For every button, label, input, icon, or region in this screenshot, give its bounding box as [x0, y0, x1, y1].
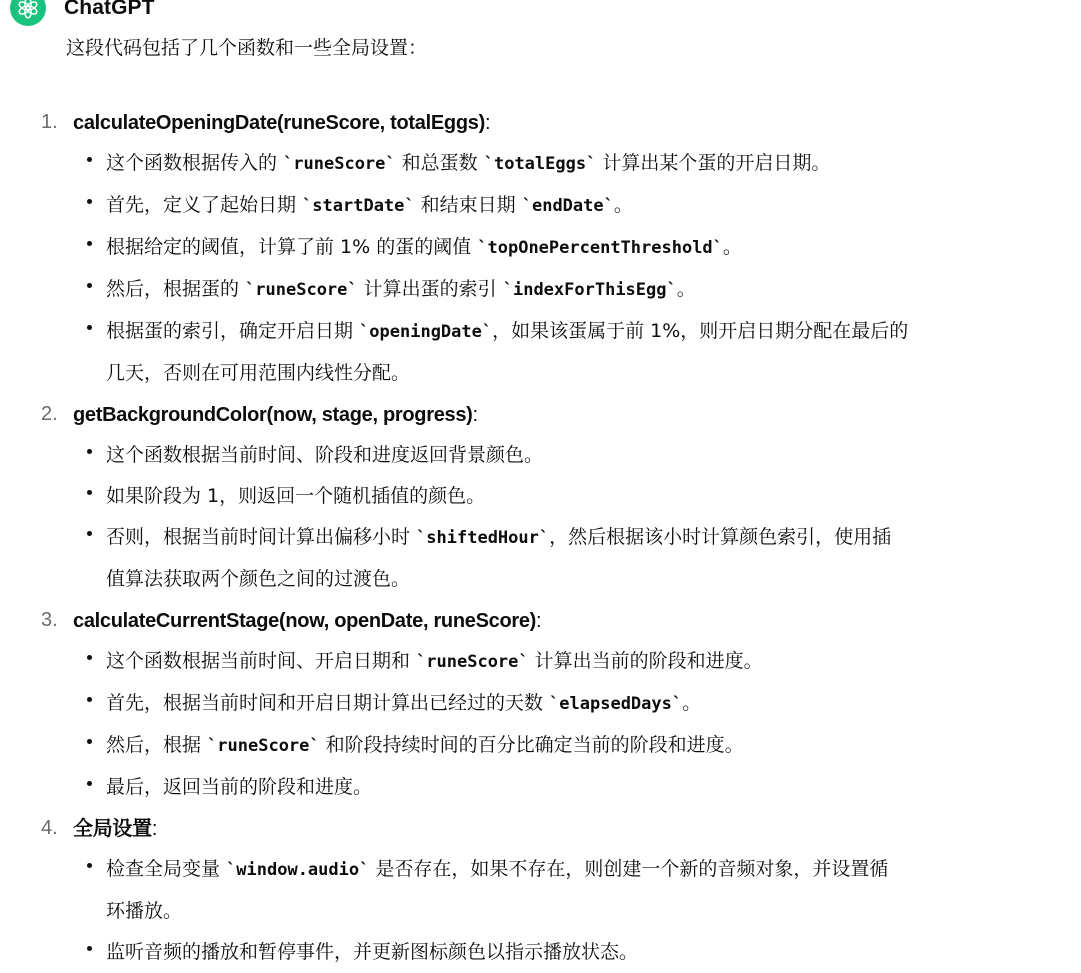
bullet-list: [73, 435, 1081, 600]
bullet-list: [73, 849, 1081, 973]
section-title: calculateOpeningDate(runeScore, totalEggs): [73, 112, 485, 134]
bullet-item: [73, 185, 1081, 227]
inline-code: `openingDate`: [359, 322, 493, 342]
section-item: [0, 808, 1081, 973]
section-title: calculateCurrentStage(now, openDate, runeScore): [73, 610, 537, 632]
inline-code: `runeScore`: [245, 280, 358, 300]
bullet-text: 监听音频的播放和暂停事件，并更新图标颜色以指示播放状态。: [106, 941, 639, 963]
bullet-text: 。: [722, 236, 742, 258]
section-number: 2.: [41, 403, 58, 425]
message-header: [10, 0, 155, 28]
bullet-text: 和阶段持续时间的百分比确定当前的阶段和进度。: [319, 734, 744, 756]
chatgpt-logo-icon: [10, 0, 46, 26]
bullet-text: ，如果该蛋属于前 1%，则开启日期分配在最后的: [492, 320, 909, 342]
section-title: getBackgroundColor(now, stage, progress): [73, 404, 473, 426]
section-item: [0, 394, 1081, 600]
bullet-text: 根据蛋的索引，确定开启日期: [106, 320, 360, 342]
bullet-item: [73, 143, 1081, 185]
bullet-text: 。: [676, 278, 696, 300]
bullet-continuation: [73, 353, 1081, 394]
bullet-text: 几天，否则在可用范围内线性分配。: [106, 362, 411, 384]
bullet-text: 然后，根据蛋的: [106, 278, 246, 300]
inline-code: `runeScore`: [283, 154, 396, 174]
bullet-item: [73, 849, 1081, 891]
section-number: 3.: [41, 609, 58, 631]
bullet-item: [73, 683, 1081, 725]
bullet-text: 最后，返回当前的阶段和进度。: [106, 776, 373, 798]
inline-code: `window.audio`: [226, 860, 370, 880]
bullet-item: [73, 725, 1081, 767]
section-heading: 1. calculateOpeningDate(runeScore, totalEggs):: [73, 102, 1081, 143]
inline-code: `elapsedDays`: [549, 694, 683, 714]
section-list: [0, 102, 1081, 973]
section-heading: 2. getBackgroundColor(now, stage, progress):: [73, 394, 1081, 435]
inline-code: `endDate`: [521, 196, 614, 216]
section-heading: 3. calculateCurrentStage(now, openDate, runeScore):: [73, 600, 1081, 641]
bullet-item: [73, 767, 1081, 808]
bullet-text: 然后，根据: [106, 734, 208, 756]
bullet-text: 否则，根据当前时间计算出偏移小时: [106, 526, 417, 548]
inline-code: `runeScore`: [207, 736, 320, 756]
inline-code: `runeScore`: [416, 652, 529, 672]
bullet-text: 首先，根据当前时间和开启日期计算出已经过的天数: [106, 692, 550, 714]
inline-code: `totalEggs`: [483, 154, 597, 174]
bullet-list: [73, 641, 1081, 808]
bullet-text: 。: [682, 692, 702, 714]
bullet-list: [73, 143, 1081, 394]
bullet-text: 这个函数根据传入的: [106, 152, 284, 174]
bullet-text: 计算出蛋的索引: [357, 278, 503, 300]
bullet-text: 检查全局变量: [106, 858, 227, 880]
bullet-text: 计算出某个蛋的开启日期。: [596, 152, 831, 174]
section-number: 4.: [41, 817, 58, 839]
section-heading: 4. 全局设置:: [73, 808, 1081, 849]
bullet-text: 计算出当前的阶段和进度。: [528, 650, 763, 672]
bullet-item: [73, 311, 1081, 353]
bullet-item: [73, 476, 1081, 517]
inline-code: `topOnePercentThreshold`: [477, 238, 723, 258]
bullet-text: 和结束日期: [414, 194, 522, 216]
bullet-item: [73, 269, 1081, 311]
intro-text: 这段代码包括了几个函数和一些全局设置：: [66, 37, 428, 59]
section-item: [0, 600, 1081, 808]
author-name: ChatGPT: [64, 0, 155, 19]
bullet-text: 值算法获取两个颜色之间的过渡色。: [106, 568, 411, 590]
bullet-text: 。: [613, 194, 633, 216]
bullet-text: ，然后根据该小时计算颜色索引，使用插: [549, 526, 892, 548]
bullet-item: [73, 517, 1081, 559]
bullet-text: 环播放。: [106, 900, 183, 922]
bullet-item: [73, 227, 1081, 269]
bullet-text: 这个函数根据当前时间、开启日期和: [106, 650, 417, 672]
bullet-item: [73, 435, 1081, 476]
inline-code: `startDate`: [302, 196, 415, 216]
bullet-continuation: [73, 891, 1081, 932]
inline-code: `indexForThisEgg`: [502, 280, 677, 300]
inline-code: `shiftedHour`: [416, 528, 550, 548]
section-number: 1.: [41, 111, 58, 133]
bullet-text: 是否存在，如果不存在，则创建一个新的音频对象，并设置循: [369, 858, 889, 880]
bullet-text: 和总蛋数: [395, 152, 484, 174]
section-item: [0, 102, 1081, 394]
bullet-text: 如果阶段为 1，则返回一个随机插值的颜色。: [106, 485, 486, 507]
bullet-text: 根据给定的阈值，计算了前 1% 的蛋的阈值: [106, 236, 478, 258]
section-title: 全局设置: [73, 818, 152, 840]
bullet-item: [73, 641, 1081, 683]
bullet-text: 首先，定义了起始日期: [106, 194, 303, 216]
bullet-text: 这个函数根据当前时间、阶段和进度返回背景颜色。: [106, 444, 544, 466]
bullet-continuation: [73, 559, 1081, 600]
